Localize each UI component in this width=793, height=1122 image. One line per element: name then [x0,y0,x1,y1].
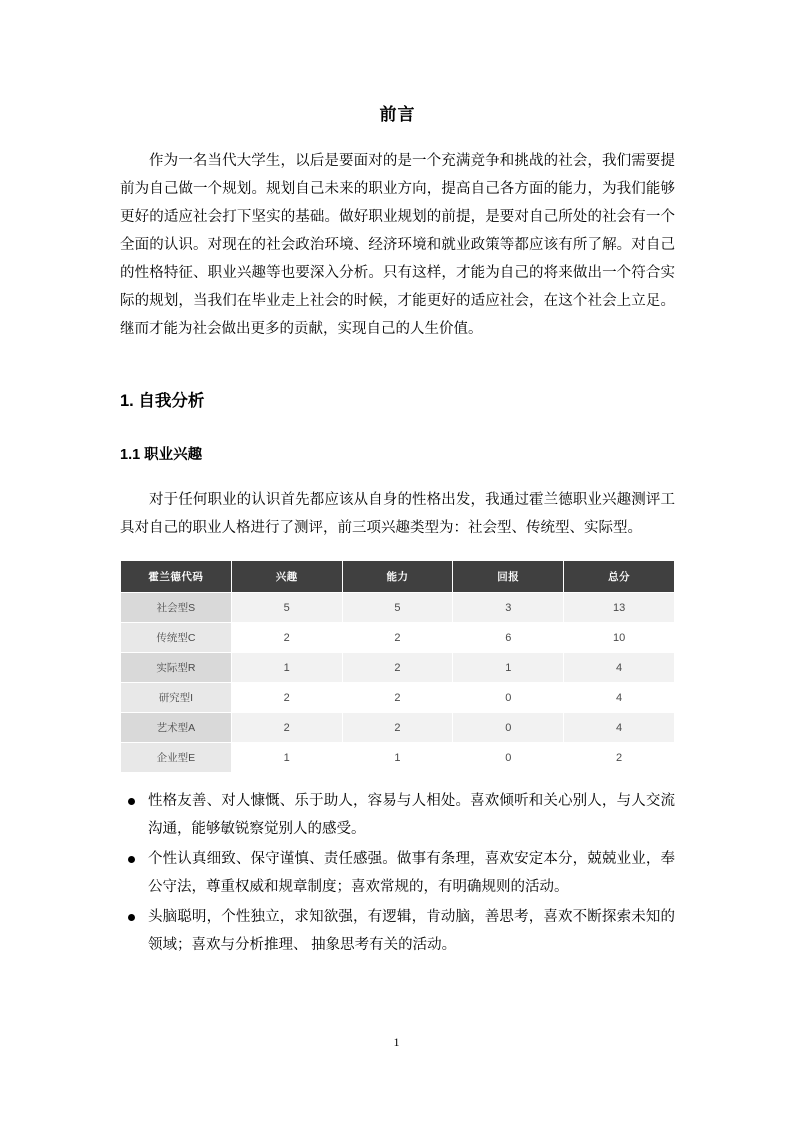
list-item: 头脑聪明，个性独立，求知欲强，有逻辑，肯动脑，善思考，喜欢不断探索未知的领域；喜欢与分析推理、 抽象思考有关的活动。 [120,903,675,959]
preface-paragraph: 作为一名当代大学生，以后是要面对的是一个充满竞争和挑战的社会，我们需要提前为自己做一个规划。规划自己未来的职业方向，提高自己各方面的能力，为我们能够更好的适应社会打下坚实的基础。做好职业规划的前提，是要对自己所处的社会有一个全面的认识。对现在的社会政治环境、经济环境和就业政策等都应该有所了解。对自己的性格特征、职业兴趣等也要深入分析。只有这样，才能为自己的将来做出一个符合实际的规划，当我们在毕业走上社会的时候，才能更好的适应社会，在这个社会上立足。继而才能为社会做出更多的贡献，实现自己的人生价值。 [120,153,675,337]
table-row-label: 传统型C [121,623,232,653]
table-row [121,623,675,653]
page-title: 前言 [379,105,416,124]
table-cell: 4 [564,653,675,683]
table-cell: 0 [453,683,564,713]
trait-bullet-list [120,787,675,959]
table-row-label: 实际型R [121,653,232,683]
page-number: 1 [393,1035,400,1049]
table-cell: 4 [564,713,675,743]
table-cell: 2 [342,653,453,683]
table-row-label: 企业型E [121,743,232,773]
table-row-label: 研究型I [121,683,232,713]
table-cell: 2 [231,623,342,653]
table-row [121,653,675,683]
table-cell: 2 [342,623,453,653]
table-header-cell: 回报 [453,561,564,593]
table-cell: 0 [453,713,564,743]
table-cell: 2 [342,683,453,713]
section-heading-1-1: 1.1 职业兴趣 [120,447,203,463]
table-row [121,743,675,773]
table-cell: 13 [564,593,675,623]
table-header-cell: 霍兰德代码 [121,561,232,593]
document-body [120,100,675,961]
table-cell: 5 [231,593,342,623]
table-header-cell: 能力 [342,561,453,593]
table-cell: 2 [231,683,342,713]
list-item: 性格友善、对人慷慨、乐于助人，容易与人相处。喜欢倾听和关心别人，与人交流沟通，能够敏锐察觉别人的感受。 [120,787,675,843]
table-cell: 1 [231,743,342,773]
table-cell: 2 [342,713,453,743]
table-row-label: 社会型S [121,593,232,623]
table-header-cell: 总分 [564,561,675,593]
section-heading-1: 1. 自我分析 [120,392,205,410]
table-row [121,593,675,623]
table-row [121,713,675,743]
table-cell: 2 [231,713,342,743]
table-row-label: 艺术型A [121,713,232,743]
table-row [121,683,675,713]
table-cell: 0 [453,743,564,773]
table-cell: 4 [564,683,675,713]
table-header-row [121,561,675,593]
list-item: 个性认真细致、保守谨慎、责任感强。做事有条理，喜欢安定本分，兢兢业业，奉公守法，尊重权威和规章制度；喜欢常规的，有明确规则的活动。 [120,845,675,901]
table-cell: 3 [453,593,564,623]
table-cell: 1 [231,653,342,683]
holland-code-table [120,560,675,773]
table-cell: 2 [564,743,675,773]
table-cell: 5 [342,593,453,623]
interest-paragraph: 对于任何职业的认识首先都应该从自身的性格出发，我通过霍兰德职业兴趣测评工具对自己的职业人格进行了测评，前三项兴趣类型为：社会型、传统型、实际型。 [120,492,675,536]
table-cell: 6 [453,623,564,653]
table-cell: 10 [564,623,675,653]
table-cell: 1 [342,743,453,773]
table-cell: 1 [453,653,564,683]
table-header-cell: 兴趣 [231,561,342,593]
